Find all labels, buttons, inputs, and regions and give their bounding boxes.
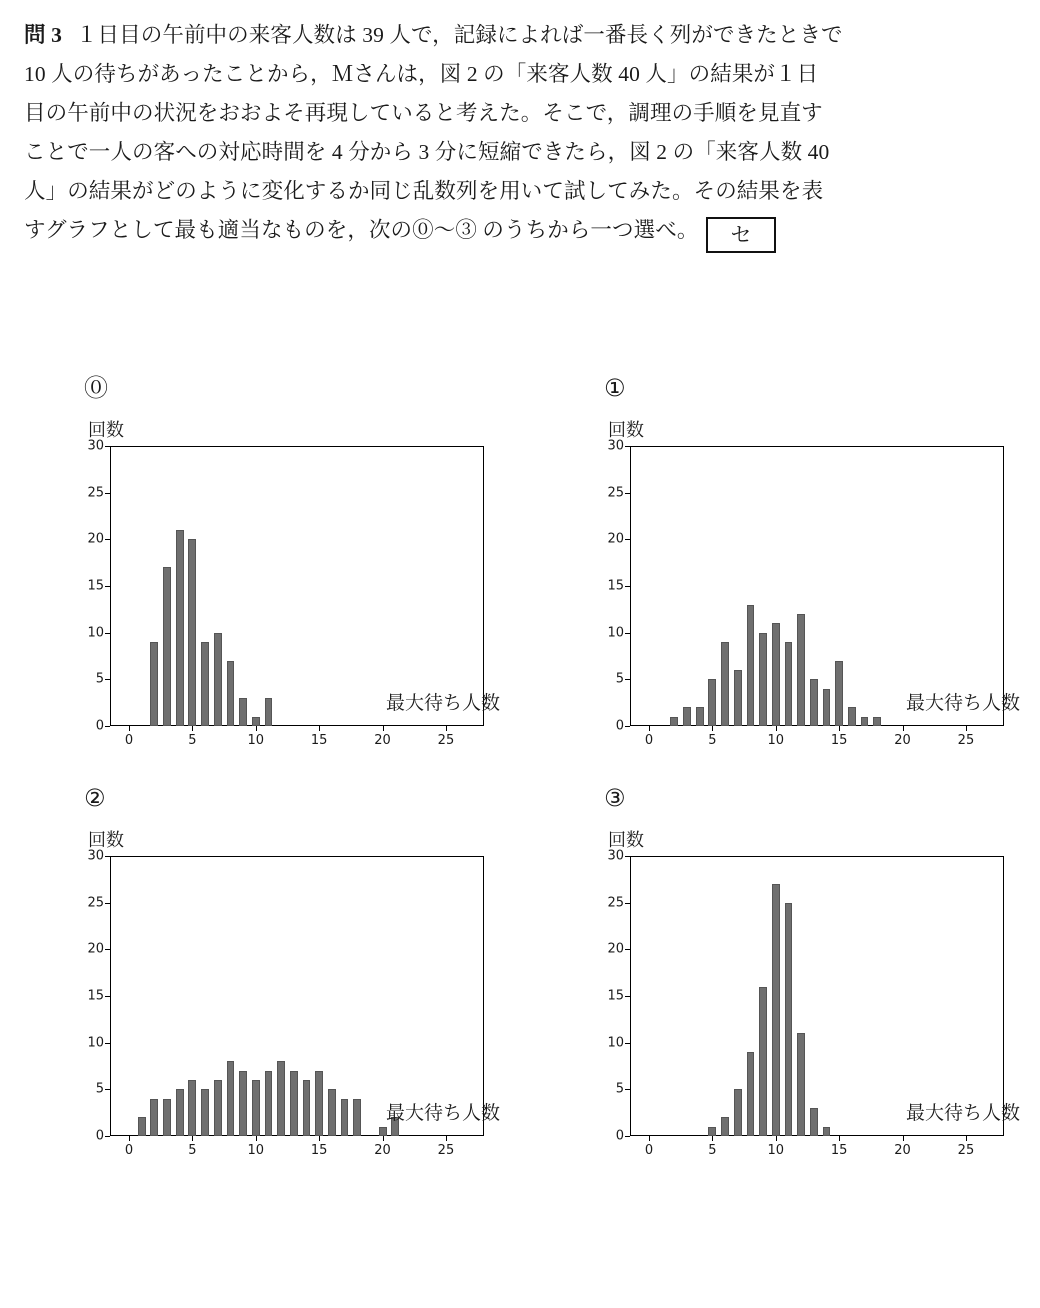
question-line-text: ことで一人の客への対応時間を 4 分から 3 分に短縮できたら，図 2 の「来客人数 40 <box>24 140 830 164</box>
plot-area-2 <box>87 848 484 1158</box>
y-tick-label: 25 <box>607 895 624 911</box>
question-line-4 <box>24 133 1016 172</box>
y-tick-label: 30 <box>87 848 104 864</box>
plot-area-3 <box>607 848 1004 1158</box>
y-tick-mark <box>105 1043 110 1044</box>
histogram-bar <box>708 1127 716 1136</box>
chart-row-top <box>0 368 1040 778</box>
x-tick-mark <box>446 726 447 731</box>
x-tick-mark <box>256 726 257 731</box>
question-line-text: 人」の結果がどのように変化するか同じ乱数列を用いて試してみた。その結果を表 <box>24 179 824 203</box>
x-tick-label: 5 <box>708 1143 717 1158</box>
y-tick-mark <box>105 1136 110 1137</box>
y-axis-label-0: 回数 <box>88 420 124 440</box>
x-tick-label: 15 <box>310 733 328 748</box>
x-tick-mark <box>446 1136 447 1141</box>
x-tick-mark <box>192 726 193 731</box>
y-tick-label: 0 <box>615 718 624 734</box>
x-tick-mark <box>129 726 130 731</box>
x-tick-mark <box>903 1136 904 1141</box>
x-tick-label: 15 <box>830 1143 848 1158</box>
y-tick-label: 30 <box>607 438 624 454</box>
x-tick-mark <box>383 726 384 731</box>
y-tick-mark <box>625 493 630 494</box>
y-tick-mark <box>105 1089 110 1090</box>
y-tick-mark <box>625 856 630 857</box>
y-tick-mark <box>105 856 110 857</box>
y-tick-mark <box>105 949 110 950</box>
x-tick-mark <box>712 1136 713 1141</box>
y-tick-mark <box>105 539 110 540</box>
x-tick-mark <box>903 726 904 731</box>
y-tick-label: 5 <box>615 1081 624 1097</box>
x-tick-mark <box>839 726 840 731</box>
x-tick-mark <box>839 1136 840 1141</box>
x-tick-label: 10 <box>247 1143 265 1158</box>
y-tick-label: 0 <box>95 718 104 734</box>
histogram-bar <box>861 717 869 726</box>
x-tick-label: 20 <box>894 733 911 748</box>
y-tick-mark <box>105 996 110 997</box>
y-tick-label: 10 <box>87 1035 104 1051</box>
y-tick-mark <box>625 949 630 950</box>
chart-grid <box>0 368 1040 1188</box>
x-tick-label: 20 <box>894 1143 911 1158</box>
question-line-text: すグラフとして最も適当なものを，次の⓪〜③ のうちから一つ選べ。 <box>24 218 699 242</box>
y-tick-label: 20 <box>607 941 624 957</box>
answer-box[interactable]: セ <box>706 217 775 253</box>
y-axis-label-1: 回数 <box>608 420 644 440</box>
y-tick-label: 10 <box>87 625 104 641</box>
x-tick-label: 5 <box>188 1143 197 1158</box>
histogram-bars-3 <box>607 848 1004 1158</box>
x-tick-mark <box>776 1136 777 1141</box>
x-tick-label: 5 <box>188 733 197 748</box>
question-block <box>24 16 1016 253</box>
option-marker-0: ⓪ <box>84 374 108 402</box>
x-axis-label-3: 最大待ち人数 <box>905 1103 1020 1124</box>
y-tick-label: 15 <box>87 578 104 594</box>
x-tick-mark <box>966 726 967 731</box>
y-tick-mark <box>105 679 110 680</box>
histogram-bars-2 <box>87 848 484 1158</box>
x-tick-label: 10 <box>767 733 785 748</box>
x-tick-label: 0 <box>644 1143 654 1158</box>
y-tick-label: 25 <box>87 485 104 501</box>
y-tick-mark <box>105 586 110 587</box>
question-line-6 <box>24 211 1016 253</box>
x-tick-label: 20 <box>374 733 391 748</box>
y-tick-mark <box>625 679 630 680</box>
x-tick-label: 0 <box>124 733 134 748</box>
histogram-bars-1 <box>607 438 1004 748</box>
y-tick-mark <box>105 493 110 494</box>
x-tick-label: 0 <box>644 733 654 748</box>
option-marker-2: ② <box>84 784 106 812</box>
x-tick-mark <box>776 726 777 731</box>
histogram-bar <box>823 1127 831 1136</box>
x-tick-mark <box>649 726 650 731</box>
y-tick-mark <box>625 633 630 634</box>
x-tick-label: 15 <box>310 1143 328 1158</box>
y-tick-mark <box>105 633 110 634</box>
y-tick-mark <box>625 586 630 587</box>
y-tick-label: 0 <box>95 1128 104 1144</box>
y-tick-label: 5 <box>95 1081 104 1097</box>
x-tick-label: 0 <box>124 1143 134 1158</box>
x-tick-label: 20 <box>374 1143 391 1158</box>
y-tick-label: 20 <box>607 531 624 547</box>
x-axis-label-2: 最大待ち人数 <box>385 1103 500 1124</box>
y-tick-mark <box>105 726 110 727</box>
chart-option-1 <box>520 368 1040 778</box>
histogram-bar <box>873 717 881 726</box>
question-line-3 <box>24 94 1016 133</box>
histogram-bar <box>379 1127 387 1136</box>
y-tick-mark <box>625 446 630 447</box>
y-tick-label: 30 <box>607 848 624 864</box>
x-tick-mark <box>192 1136 193 1141</box>
chart-option-3 <box>520 778 1040 1188</box>
y-axis-label-2: 回数 <box>88 830 124 850</box>
y-tick-mark <box>625 539 630 540</box>
x-tick-mark <box>712 726 713 731</box>
y-tick-label: 25 <box>87 895 104 911</box>
y-tick-mark <box>625 996 630 997</box>
chart-row-bottom <box>0 778 1040 1188</box>
y-tick-mark <box>625 726 630 727</box>
y-tick-label: 15 <box>607 578 624 594</box>
x-tick-label: 25 <box>957 733 975 748</box>
x-tick-label: 25 <box>957 1143 975 1158</box>
histogram-bars-0 <box>87 438 484 748</box>
y-tick-label: 15 <box>87 988 104 1004</box>
x-tick-mark <box>129 1136 130 1141</box>
x-axis-label-1: 最大待ち人数 <box>905 693 1020 714</box>
y-tick-label: 5 <box>95 671 104 687</box>
y-tick-label: 5 <box>615 671 624 687</box>
x-tick-mark <box>319 726 320 731</box>
y-tick-label: 20 <box>87 941 104 957</box>
x-tick-label: 10 <box>247 733 265 748</box>
option-marker-1: ① <box>604 374 626 402</box>
y-tick-label: 10 <box>607 1035 624 1051</box>
x-tick-mark <box>256 1136 257 1141</box>
x-tick-mark <box>383 1136 384 1141</box>
plot-area-1 <box>607 438 1004 748</box>
question-label: 問 3 <box>24 23 62 47</box>
y-tick-label: 25 <box>607 485 624 501</box>
chart-option-2 <box>0 778 520 1188</box>
question-line-1 <box>24 16 1016 55</box>
question-line-text: １日目の午前中の来客人数は 39 人で，記録によれば一番長く列ができたときで <box>75 23 843 47</box>
question-line-5 <box>24 172 1016 211</box>
y-tick-label: 10 <box>607 625 624 641</box>
question-line-text: 10 人の待ちがあったことから，Ｍさんは，図 2 の「来客人数 40 人」の結果が１日 <box>24 62 819 86</box>
y-axis-label-3: 回数 <box>608 830 644 850</box>
question-line-text: 目の午前中の状況をおおよそ再現していると考えた。そこで，調理の手順を見直す <box>24 101 823 125</box>
y-tick-mark <box>625 1089 630 1090</box>
y-tick-mark <box>625 1136 630 1137</box>
x-tick-label: 10 <box>767 1143 785 1158</box>
plot-area-0 <box>87 438 484 748</box>
histogram-bar <box>670 717 678 726</box>
option-marker-3: ③ <box>604 784 626 812</box>
x-tick-mark <box>966 1136 967 1141</box>
y-tick-mark <box>105 446 110 447</box>
x-tick-label: 5 <box>708 733 717 748</box>
chart-option-0 <box>0 368 520 778</box>
y-tick-mark <box>625 903 630 904</box>
y-tick-mark <box>105 903 110 904</box>
x-tick-label: 15 <box>830 733 848 748</box>
y-tick-label: 0 <box>615 1128 624 1144</box>
x-tick-mark <box>319 1136 320 1141</box>
y-tick-label: 15 <box>607 988 624 1004</box>
y-tick-label: 30 <box>87 438 104 454</box>
question-line-2 <box>24 55 1016 94</box>
x-tick-label: 25 <box>437 733 455 748</box>
y-tick-mark <box>625 1043 630 1044</box>
histogram-bar <box>252 717 260 726</box>
x-tick-label: 25 <box>437 1143 455 1158</box>
x-tick-mark <box>649 1136 650 1141</box>
y-tick-label: 20 <box>87 531 104 547</box>
x-axis-label-0: 最大待ち人数 <box>385 693 500 714</box>
